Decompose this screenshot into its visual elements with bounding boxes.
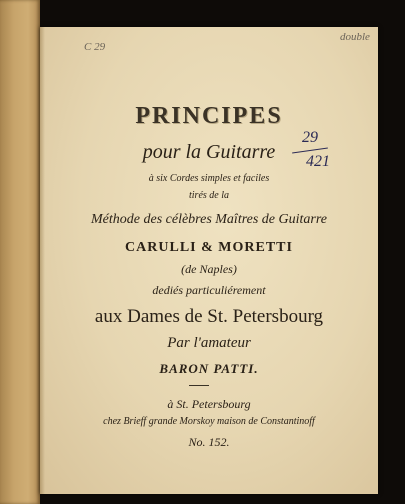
title-page [40,27,378,494]
divider-rule [189,385,209,386]
subtitle-line-3: tirés de la [189,190,229,201]
origin-line: (de Naples) [181,262,237,276]
by-line: Par l'amateur [167,335,251,351]
plate-number: No. 152. [188,435,230,449]
composers-line: CARULLI & MORETTI [125,240,293,255]
pencil-annotation-catalog: C 29 [84,41,106,53]
dedication-line: dediés particuliérement [152,283,266,297]
subtitle-line-2: à six Cordes simples et faciles [148,173,270,184]
subtitle-line-4: Méthode des célèbres Maîtres de Guitarre [91,212,327,227]
ink-shelfmark-numerator: 29 [302,129,318,146]
ink-shelfmark-denominator: 421 [306,153,330,170]
publisher-line: chez Brieff grande Morskoy maison de Constantinoff [103,416,315,427]
pencil-annotation-double: double [340,31,370,43]
author-line: BARON PATTI. [159,361,259,376]
page-title: PRINCIPES [135,103,283,129]
book-cover-edge [0,0,40,504]
place-line: à St. Petersbourg [167,397,251,411]
subtitle-line-1: pour la Guitarre [142,141,276,163]
dedicatees-line: aux Dames de St. Petersbourg [94,306,324,327]
